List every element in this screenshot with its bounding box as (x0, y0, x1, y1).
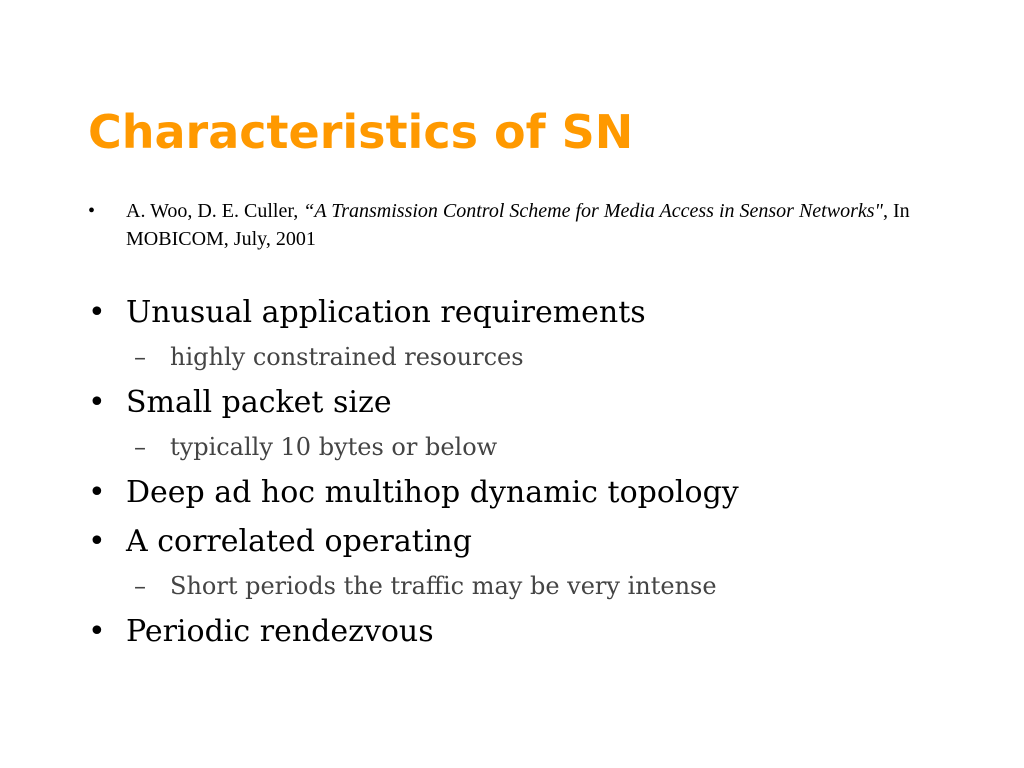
sub-bullet-text: typically 10 bytes or below (170, 433, 498, 461)
reference-open-quote: “ (303, 200, 315, 222)
sub-bullet-marker: – (134, 433, 146, 461)
bullet-marker: • (88, 295, 106, 330)
sub-bullet-marker: – (134, 343, 146, 371)
bullet-marker: • (88, 385, 106, 420)
reference-bullet: • (88, 200, 96, 222)
slide-title: Characteristics of SN (88, 105, 634, 159)
bullet-marker: • (88, 614, 106, 649)
sub-bullet-marker: – (134, 572, 146, 600)
sub-bullet-text: Short periods the traffic may be very intense (170, 572, 717, 600)
sub-bullet-text: highly constrained resources (170, 343, 524, 371)
reference-close-quote: " (874, 200, 883, 222)
bullet-marker: • (88, 475, 106, 510)
bullet-text: Unusual application requirements (126, 295, 646, 330)
reference-authors: A. Woo, D. E. Culler, (126, 200, 304, 222)
bullet-text: Periodic rendezvous (126, 614, 434, 649)
bullet-text: A correlated operating (126, 524, 472, 559)
bullet-text: Small packet size (126, 385, 392, 420)
reference-paper-title: A Transmission Control Scheme for Media Access in Sensor Networks (314, 200, 875, 222)
bullet-text: Deep ad hoc multihop dynamic topology (126, 475, 739, 510)
reference-venue: , In MOBICOM, July, 2001 (126, 200, 910, 250)
bullet-marker: • (88, 524, 106, 559)
